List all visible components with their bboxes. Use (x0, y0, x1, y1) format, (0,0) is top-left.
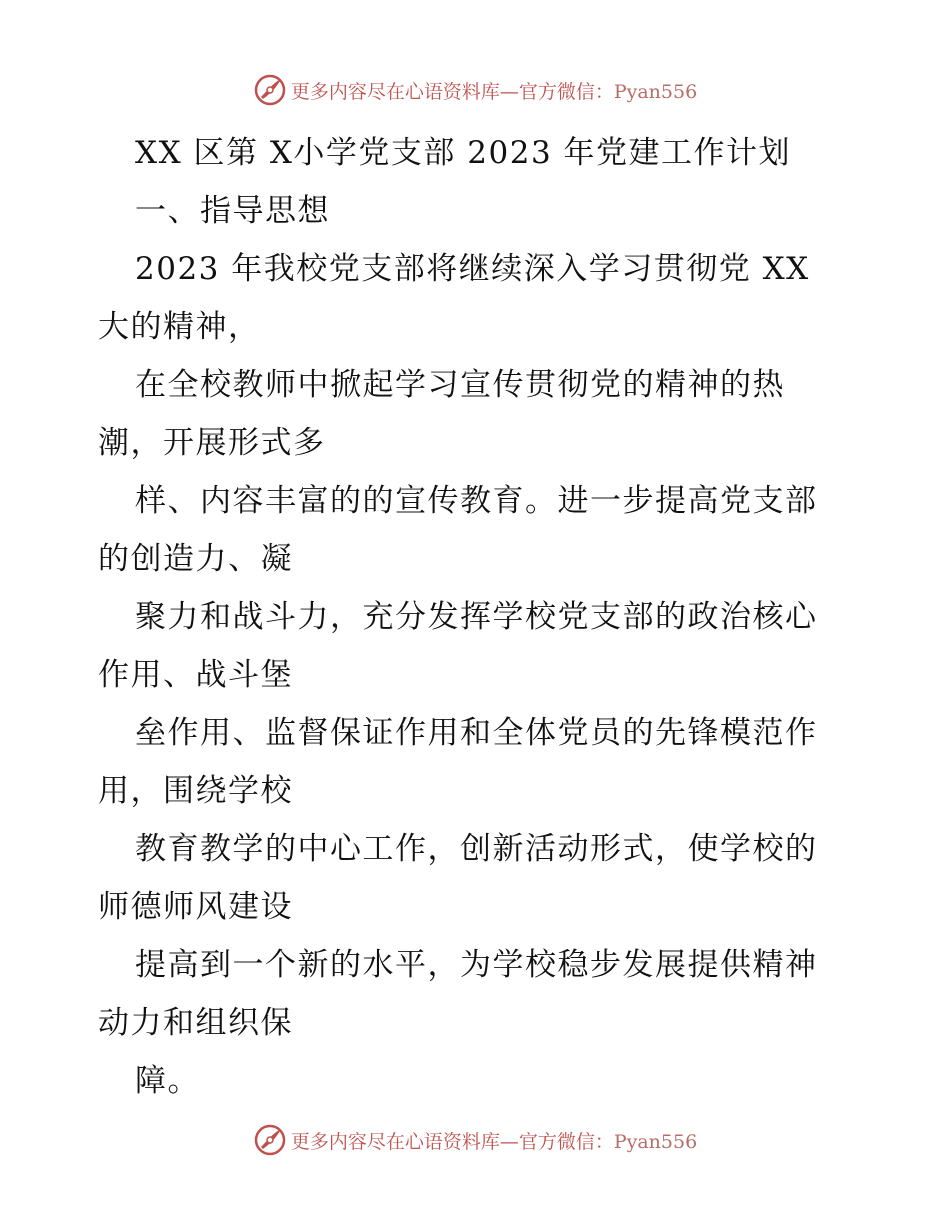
paragraph-line: 样、内容丰富的的宣传教育。进一步提高党支部 (135, 483, 818, 519)
document-body (98, 124, 858, 1110)
banner-text: 更多内容尽在心语资料库—官方微信：Pyan556 (290, 80, 698, 103)
paragraph-line: 在全校教师中掀起学习宣传贯彻党的精神的热 (135, 367, 785, 403)
paragraph-line: 潮，开展形式多 (98, 425, 326, 461)
paragraph-line: 障。 (135, 1063, 200, 1099)
footer-banner (0, 1123, 950, 1157)
paragraph-line: 大的精神， (98, 309, 261, 345)
paragraph-line: 垒作用、监督保证作用和全体党员的先锋模范作 (135, 715, 818, 751)
paragraph-line: 作用、战斗堡 (98, 657, 293, 693)
paragraph-line: 提高到一个新的水平，为学校稳步发展提供精神 (135, 947, 818, 983)
paragraph-line: 用，围绕学校 (98, 773, 293, 809)
quill-logo-icon (253, 73, 287, 107)
paragraph-line: 聚力和战斗力，充分发挥学校党支部的政治核心 (135, 599, 818, 635)
header-banner (0, 73, 950, 107)
banner-text: 更多内容尽在心语资料库—官方微信：Pyan556 (290, 1130, 698, 1153)
paragraph-line: 教育教学的中心工作，创新活动形式，使学校的 (135, 831, 818, 867)
document-title: XX 区第 X小学党支部 2023 年党建工作计划 (135, 135, 792, 171)
section-heading: 一、指导思想 (135, 193, 330, 229)
paragraph-line: 动力和组织保 (98, 1005, 293, 1041)
paragraph-line: 2023 年我校党支部将继续深入学习贯彻党 XX (135, 251, 810, 287)
paragraph-line: 师德师风建设 (98, 889, 293, 925)
quill-logo-icon (253, 1123, 287, 1157)
paragraph-line: 的创造力、凝 (98, 541, 293, 577)
